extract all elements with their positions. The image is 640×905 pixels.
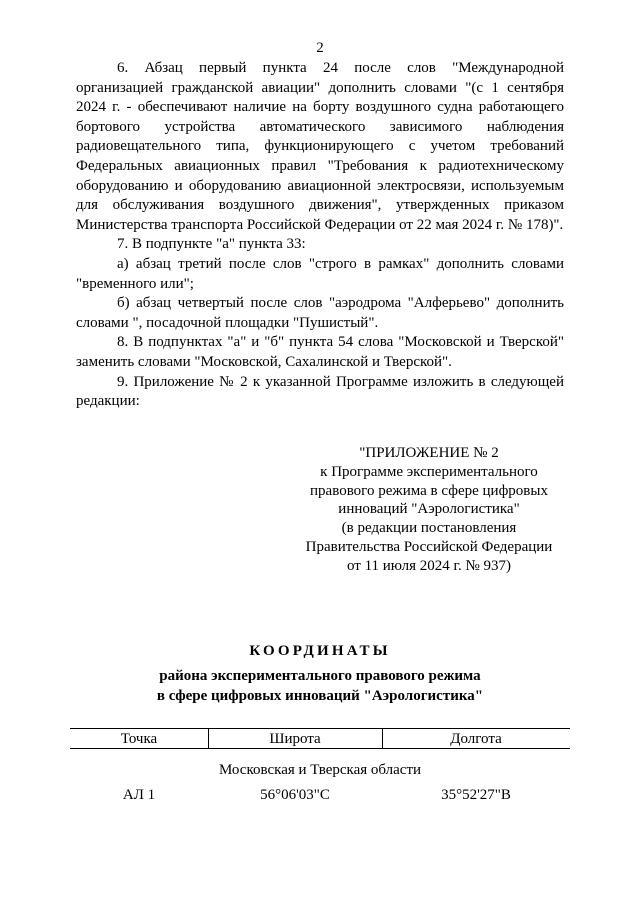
paragraph-8: 8. В подпунктах "а" и "б" пункта 54 слова "Московской и Тверской" заменить словами "Московской, Сахалинской и Тверской". bbox=[76, 334, 564, 370]
paragraph-7b: б) абзац четвертый после слов "аэродрома "Алферьево" дополнить словами ", посадочной площадки "Пушистый". bbox=[76, 295, 564, 331]
coordinates-table bbox=[70, 728, 570, 803]
paragraph-7: 7. В подпункте "а" пункта 33: bbox=[117, 236, 306, 253]
paragraph-7a: а) абзац третий после слов "строго в рамках" дополнить словами "временного или"; bbox=[76, 255, 564, 292]
appendix-line: правового режима в сфере цифровых bbox=[310, 482, 548, 499]
appendix-title: "ПРИЛОЖЕНИЕ № 2 bbox=[359, 445, 499, 461]
latitude-cell: 56°06'03"С bbox=[260, 787, 330, 803]
appendix-line: инноваций "Аэрологистика" bbox=[338, 501, 520, 518]
document-body bbox=[76, 59, 564, 412]
appendix-line: к Программе экспериментального bbox=[320, 463, 538, 480]
subtitle-line: в сфере цифровых инноваций "Аэрологистика" bbox=[156, 687, 484, 704]
paragraph-6: 6. Абзац первый пункта 24 после слов "Международной организацией гражданской авиации" дополнить словами "(с 1 сентября 2024 г. - обеспечивают наличие на борту воздушного судна работающего бортового устройства автоматического зависимого наблюдения радиовещательного типа, функционирующего с учетом требований Федеральных авиационных правил "Требования к радиотехническому оборудованию и оборудованию авиационной электросвязи, используемым для обслуживания воздушного движения", утвержденных приказом Министерства транспорта Российской Федерации от 22 мая 2024 г. № 178)". bbox=[76, 60, 564, 233]
paragraph-9: 9. Приложение № 2 к указанной Программе изложить в следующей редакции: bbox=[76, 373, 564, 410]
region-label: Московская и Тверская области bbox=[218, 762, 422, 778]
column-header-point: Точка bbox=[120, 731, 158, 747]
subtitle-line: района экспериментального правового режима bbox=[159, 668, 481, 684]
column-header-longitude: Долгота bbox=[450, 731, 502, 747]
longitude-cell: 35°52'27"В bbox=[441, 787, 511, 803]
page-number: 2 bbox=[316, 40, 324, 56]
appendix-line: (в редакции постановления bbox=[341, 520, 517, 537]
coordinates-title: КООРДИНАТЫ bbox=[249, 643, 391, 659]
point-cell: АЛ 1 bbox=[122, 787, 156, 803]
coordinates-subtitle bbox=[0, 667, 640, 706]
appendix-line: от 11 июля 2024 г. № 937) bbox=[346, 557, 512, 574]
column-header-latitude: Широта bbox=[269, 731, 321, 747]
table-row bbox=[70, 787, 570, 807]
appendix-header bbox=[288, 444, 570, 576]
table-header bbox=[70, 729, 570, 749]
appendix-line: Правительства Российской Федерации bbox=[305, 538, 553, 555]
